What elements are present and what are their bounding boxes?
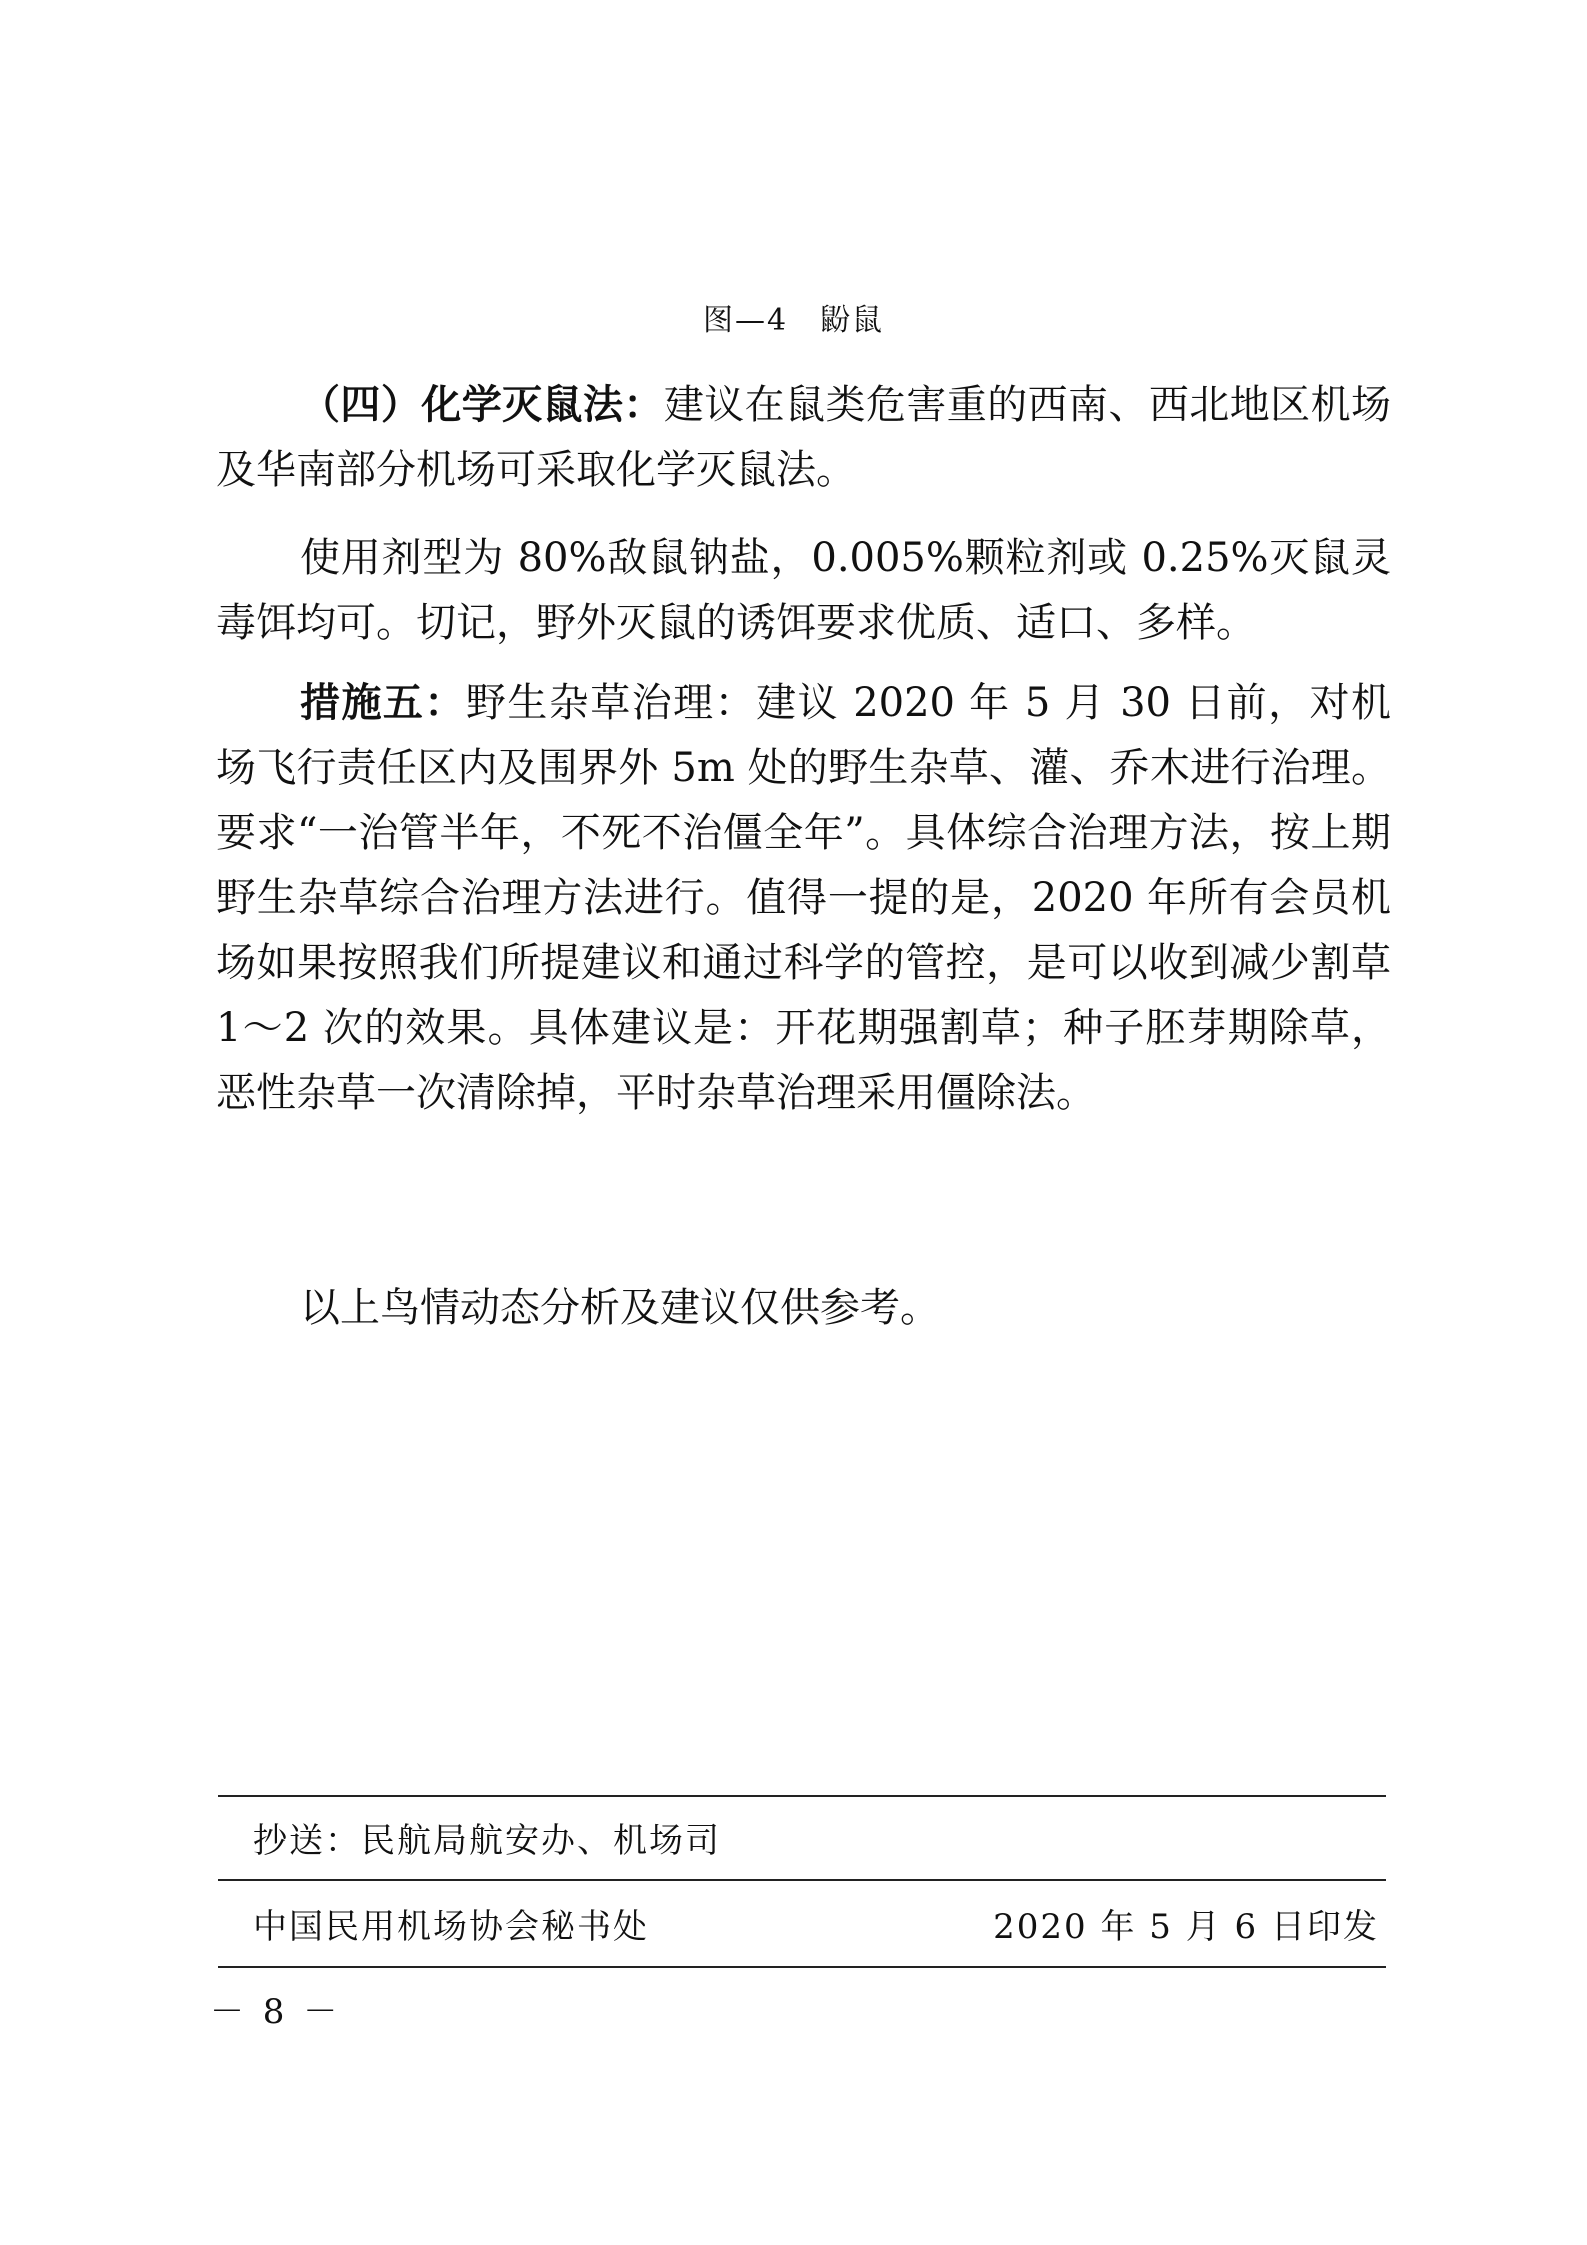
cc-recipients: 抄送：民航局航安办、机场司 <box>253 1821 721 1861</box>
closing-text: 以上鸟情动态分析及建议仅供参考。 <box>300 1285 940 1331</box>
section-4-paragraph <box>216 372 1391 503</box>
section-4-heading: （四）化学灭鼠法： <box>300 381 664 428</box>
issuer: 中国民用机场协会秘书处 <box>253 1907 649 1947</box>
issue-date: 2020 年 5 月 6 日印发 <box>993 1907 1379 1947</box>
dosage-paragraph <box>216 526 1391 656</box>
figure-caption: 图—4 鼢鼠 <box>702 303 885 338</box>
measure-5-paragraph <box>216 670 1391 1126</box>
closing-paragraph <box>216 1276 1391 1341</box>
footer-bottom-rule <box>218 1966 1386 1968</box>
footer-top-rule <box>218 1795 1386 1797</box>
footer-middle-rule <box>218 1879 1386 1881</box>
dosage-text: 使用剂型为 80%敌鼠钠盐，0.005%颗粒剂或 0.25%灭鼠灵毒饵均可。切记，野外灭鼠的诱饵要求优质、适口、多样。 <box>216 535 1391 646</box>
section-4-text: 建议在鼠类危害重的西南、西北地区机场及华南部分机场可采取化学灭鼠法。 <box>216 382 1392 493</box>
measure-5-text: 野生杂草治理：建议 2020 年 5 月 30 日前，对机场飞行责任区内及围界外 5m 处的野生杂草、灌、乔木进行治理。要求“一治管半年，不死不治僵全年”。具体综合治理方法，按上期野生杂草综合治理方法进行。值得一提的是，2020 年所有会员机场如果按照我们所提建议和通过科学的管控，是可以收到减少割草 1～2 次的效果。具体建议是：开花期强割草；种子胚芽期除草，恶性杂草一次清除掉，平时杂草治理采用僵除法。 <box>216 680 1392 1116</box>
page-number: － 8 － <box>210 1992 342 2032</box>
measure-5-heading: 措施五： <box>300 679 466 726</box>
